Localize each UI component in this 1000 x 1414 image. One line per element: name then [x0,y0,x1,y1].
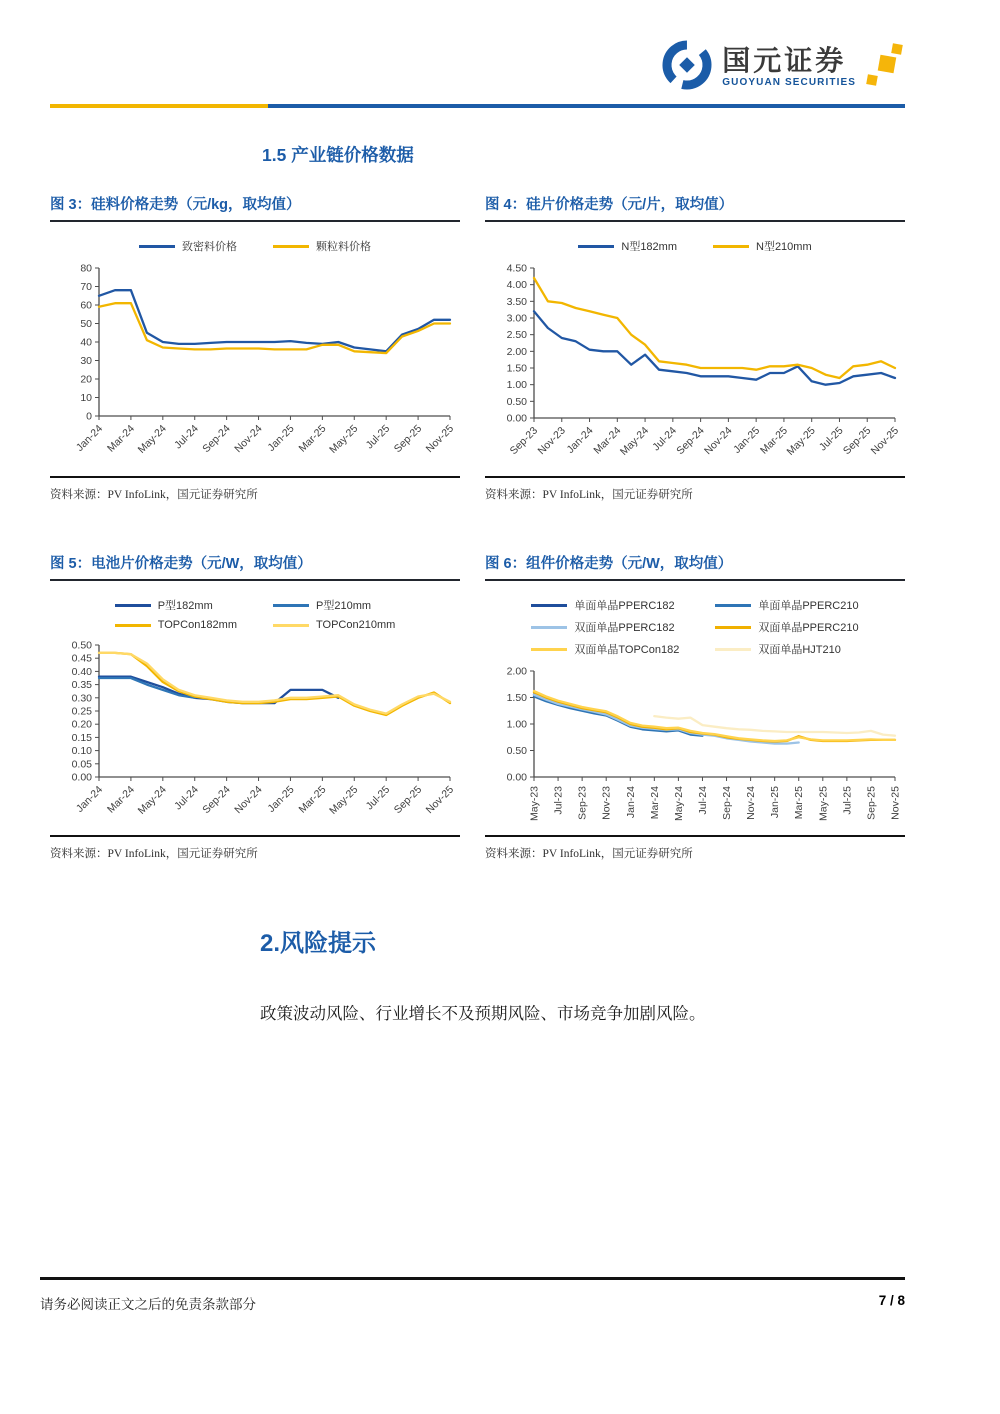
svg-text:0.10: 0.10 [71,745,92,758]
footer [40,1277,905,1313]
legend-label: 单面单晶PPERC182 [574,600,675,612]
svg-text:Nov-23: Nov-23 [600,786,613,820]
legend-item [531,597,679,613]
svg-text:Nov-24: Nov-24 [701,424,735,458]
figures-grid [50,193,905,861]
svg-text:Sep-25: Sep-25 [391,422,424,456]
logo-gold-squares-icon [865,42,905,93]
figure-3-body [50,222,460,476]
legend-label: 双面单晶HJT210 [758,644,841,656]
svg-text:0.40: 0.40 [71,665,92,678]
svg-text:0.35: 0.35 [71,679,92,692]
legend-item [578,238,677,254]
legend-swatch [715,604,751,607]
svg-text:Jan-24: Jan-24 [563,424,596,456]
figure-5-block [50,552,460,861]
svg-text:0.50: 0.50 [506,395,527,408]
legend-item [713,238,812,254]
legend-label: P型182mm [157,600,213,612]
legend-label: TOPCon210mm [316,619,396,631]
svg-text:May-24: May-24 [672,786,685,822]
figure-5-source: 资料来源：PV InfoLink，国元证券研究所 [50,835,460,861]
header-divider [50,104,905,108]
svg-text:0: 0 [85,410,92,423]
legend-item [115,619,237,631]
figure-3-source: 资料来源：PV InfoLink，国元证券研究所 [50,476,460,502]
legend-item [273,597,395,613]
svg-text:May-23: May-23 [528,786,540,822]
figure-6-legend [531,597,858,657]
figure-4-block [485,193,905,502]
section-1-5-heading: 1.5 产业链价格数据 [262,145,414,165]
svg-text:Nov-25: Nov-25 [889,786,901,820]
svg-text:4.00: 4.00 [506,279,527,292]
company-logo [661,39,905,96]
svg-text:Jul-25: Jul-25 [816,424,846,454]
svg-text:70: 70 [79,281,92,293]
figure-4-body [485,222,905,476]
svg-text:Mar-24: Mar-24 [104,783,137,816]
figure-6-body [485,581,905,835]
svg-text:Nov-25: Nov-25 [868,424,901,458]
divider-blue-segment [268,104,905,108]
svg-text:0.45: 0.45 [71,652,92,665]
svg-text:0.00: 0.00 [71,771,92,784]
svg-text:0.00: 0.00 [506,412,527,425]
svg-text:Sep-23: Sep-23 [576,786,589,820]
svg-text:30: 30 [79,355,92,367]
svg-text:2.50: 2.50 [506,329,527,342]
svg-text:Nov-24: Nov-24 [231,422,265,456]
legend-item [715,597,858,613]
logo-name-en: GUOYUAN SECURITIES [722,76,856,88]
svg-text:Jan-25: Jan-25 [768,786,781,819]
figure-4-chart [488,260,903,472]
legend-item [531,619,679,635]
svg-text:0.15: 0.15 [71,731,92,744]
svg-text:Jul-24: Jul-24 [649,424,679,454]
svg-text:Mar-25: Mar-25 [792,786,805,820]
legend-swatch [531,604,567,607]
svg-text:May-24: May-24 [617,424,651,458]
svg-text:Jul-24: Jul-24 [696,786,709,815]
svg-text:Nov-24: Nov-24 [744,786,757,820]
svg-text:0.30: 0.30 [71,692,92,705]
figure-4-source: 资料来源：PV InfoLink，国元证券研究所 [485,476,905,502]
svg-text:1.50: 1.50 [506,362,527,375]
svg-text:1.00: 1.00 [506,718,527,731]
svg-text:Sep-25: Sep-25 [391,783,424,817]
legend-swatch [139,245,175,248]
legend-label: 双面单晶PPERC210 [758,622,859,634]
svg-text:Sep-25: Sep-25 [864,786,877,820]
svg-text:May-24: May-24 [135,783,169,817]
legend-item [115,597,237,613]
svg-text:May-24: May-24 [135,422,169,456]
svg-text:Jul-25: Jul-25 [363,783,392,813]
legend-label: TOPCon182mm [157,619,237,631]
legend-label: 致密料价格 [182,241,237,253]
figure-6-title: 图 6：组件价格走势（元/W，取均值） [485,552,905,581]
svg-text:Sep-24: Sep-24 [720,786,733,820]
svg-text:Jan-24: Jan-24 [73,783,105,815]
svg-text:Sep-24: Sep-24 [673,424,707,458]
svg-text:Jul-23: Jul-23 [552,786,565,815]
logo-text [722,44,856,88]
legend-swatch [578,245,614,248]
legend-swatch [115,624,151,627]
legend-item [715,619,858,635]
figure-6-source: 资料来源：PV InfoLink，国元证券研究所 [485,835,905,861]
legend-swatch [713,245,749,248]
svg-text:2.00: 2.00 [506,665,527,678]
svg-text:Jan-25: Jan-25 [264,783,297,815]
legend-label: N型182mm [621,241,677,253]
header [50,0,905,98]
svg-text:Mar-24: Mar-24 [104,422,137,455]
legend-item [715,641,858,657]
logo-name-cn: 国元证券 [722,44,847,76]
svg-text:Jul-24: Jul-24 [171,783,201,813]
svg-text:Mar-25: Mar-25 [757,424,790,457]
svg-text:Mar-25: Mar-25 [295,422,328,455]
svg-text:50: 50 [79,318,92,330]
figure-5-legend [115,597,396,631]
figure-3-title: 图 3：硅料价格走势（元/kg，取均值） [50,193,460,222]
figure-6-block [485,552,905,861]
figure-4-title: 图 4：硅片价格走势（元/片，取均值） [485,193,905,222]
page-number: 7 / 8 [878,1293,905,1308]
legend-swatch [273,245,309,248]
legend-swatch [715,626,751,629]
svg-text:4.50: 4.50 [506,262,527,275]
svg-text:1.00: 1.00 [506,379,527,392]
svg-text:80: 80 [79,262,92,275]
legend-label: 双面单晶TOPCon182 [574,644,680,656]
svg-text:Jan-25: Jan-25 [730,424,762,456]
svg-text:May-25: May-25 [326,783,360,817]
figure-5-title: 图 5：电池片价格走势（元/W，取均值） [50,552,460,581]
legend-swatch [273,604,309,607]
svg-text:1.50: 1.50 [506,692,527,704]
svg-text:Sep-24: Sep-24 [199,783,233,817]
legend-swatch [273,624,309,627]
svg-text:Nov-25: Nov-25 [423,783,456,817]
legend-swatch [531,626,567,629]
svg-text:Jan-25: Jan-25 [264,422,297,454]
section-2-heading: 2.风险提示 [260,930,377,957]
svg-text:2.00: 2.00 [506,345,527,358]
legend-item [273,619,395,631]
svg-text:0.20: 0.20 [71,718,92,731]
svg-text:0.05: 0.05 [71,758,92,771]
svg-text:Nov-23: Nov-23 [534,424,568,458]
legend-label: 单面单晶PPERC210 [758,600,859,612]
svg-text:Jul-25: Jul-25 [363,422,392,452]
svg-text:3.00: 3.00 [506,312,527,325]
svg-text:Jul-25: Jul-25 [840,786,853,815]
legend-label: N型210mm [756,241,812,253]
svg-text:Sep-25: Sep-25 [840,424,873,458]
figure-6-chart [488,663,903,823]
svg-text:May-25: May-25 [784,424,818,458]
legend-item [531,641,679,657]
svg-text:60: 60 [79,299,92,312]
legend-swatch [115,604,151,607]
figure-3-chart [53,260,458,472]
legend-swatch [531,648,567,651]
svg-text:Jan-24: Jan-24 [624,786,637,819]
legend-label: 颗粒料价格 [316,241,371,253]
legend-label: P型210mm [316,600,372,612]
legend-item [273,238,371,254]
svg-text:Nov-25: Nov-25 [423,422,456,456]
svg-text:0.50: 0.50 [71,639,92,652]
svg-text:Jul-24: Jul-24 [171,422,201,452]
svg-text:Nov-24: Nov-24 [231,783,265,817]
risk-text: 政策波动风险、行业增长不及预期风险、市场竞争加剧风险。 [260,1004,706,1023]
svg-text:May-25: May-25 [816,786,829,822]
divider-gold-segment [50,104,268,108]
svg-text:40: 40 [79,336,92,349]
svg-text:May-25: May-25 [326,422,360,456]
svg-text:Mar-24: Mar-24 [590,424,623,457]
figure-3-block [50,193,460,502]
figure-5-chart [53,637,458,833]
footer-disclaimer: 请务必阅读正文之后的免责条款部分 [40,1297,256,1312]
svg-text:0.25: 0.25 [71,705,92,718]
svg-text:Sep-24: Sep-24 [199,422,233,456]
svg-text:Mar-25: Mar-25 [295,783,328,816]
svg-text:Sep-23: Sep-23 [507,424,540,458]
legend-swatch [715,648,751,651]
svg-text:0.00: 0.00 [506,771,527,784]
figure-5-body [50,581,460,835]
svg-text:Mar-24: Mar-24 [648,786,661,820]
figure-4-legend [578,238,811,254]
legend-label: 双面单晶PPERC182 [574,622,675,634]
logo-circle-icon [661,39,713,96]
svg-text:20: 20 [79,373,92,386]
svg-text:Jan-24: Jan-24 [73,422,105,454]
svg-text:0.50: 0.50 [506,745,527,757]
figure-3-legend [139,238,371,254]
legend-item [139,238,237,254]
svg-text:10: 10 [79,392,92,404]
svg-text:3.50: 3.50 [506,295,527,308]
